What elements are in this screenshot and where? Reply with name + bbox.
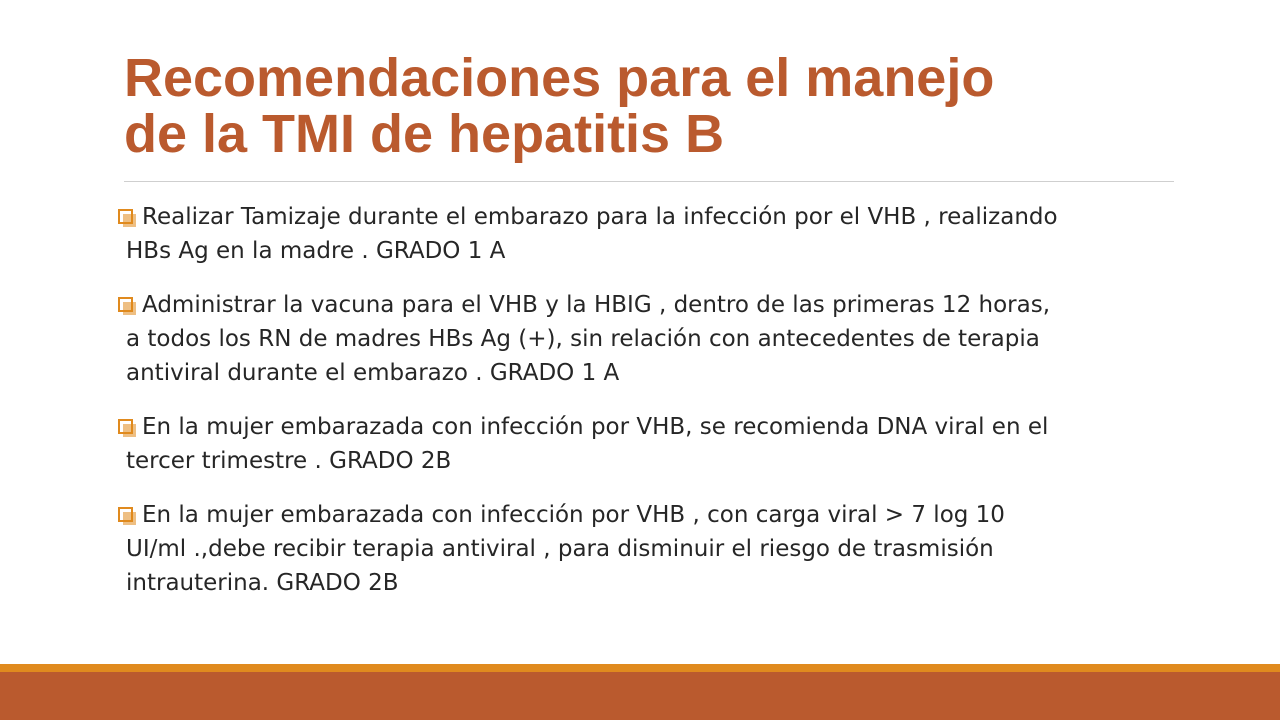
bullet-line: antiviral durante el embarazo . GRADO 1 A bbox=[126, 360, 620, 386]
footer-accent-stripe bbox=[0, 664, 1280, 672]
bullet-text: En la mujer embarazada con infección por VHB , con carga viral > 7 log 10 bbox=[142, 502, 1005, 528]
bullet-line: UI/ml .,debe recibir terapia antiviral , para disminuir el riesgo de trasmisión bbox=[126, 536, 994, 562]
footer-band bbox=[0, 672, 1280, 720]
bullet-line: a todos los RN de madres HBs Ag (+), sin relación con antecedentes de terapia bbox=[126, 326, 1040, 352]
bullet-line bbox=[118, 288, 1178, 322]
bullet-text: Administrar la vacuna para el VHB y la HBIG , dentro de las primeras 12 horas, bbox=[142, 292, 1051, 318]
checkbox-bullet-icon bbox=[118, 209, 133, 224]
bullet-item-2 bbox=[118, 288, 1178, 390]
bullet-line bbox=[118, 498, 1178, 532]
bullet-item-1 bbox=[118, 200, 1178, 268]
bullet-text: Realizar Tamizaje durante el embarazo para la infección por el VHB , realizando bbox=[142, 204, 1058, 230]
bullet-list bbox=[118, 200, 1178, 620]
bullet-text: En la mujer embarazada con infección por VHB, se recomienda DNA viral en el bbox=[142, 414, 1049, 440]
checkbox-bullet-icon bbox=[118, 297, 133, 312]
bullet-item-3 bbox=[118, 410, 1178, 478]
slide-title bbox=[124, 50, 1224, 162]
bullet-item-4 bbox=[118, 498, 1178, 600]
title-line-1: Recomendaciones para el manejo bbox=[124, 48, 995, 108]
bullet-line: tercer trimestre . GRADO 2B bbox=[126, 448, 452, 474]
bullet-line bbox=[118, 200, 1178, 234]
title-line-2: de la TMI de hepatitis B bbox=[124, 104, 725, 164]
bullet-line: intrauterina. GRADO 2B bbox=[126, 570, 399, 596]
checkbox-bullet-icon bbox=[118, 507, 133, 522]
checkbox-bullet-icon bbox=[118, 419, 133, 434]
title-divider bbox=[124, 181, 1174, 182]
bullet-line bbox=[118, 410, 1178, 444]
bullet-line: HBs Ag en la madre . GRADO 1 A bbox=[126, 238, 506, 264]
